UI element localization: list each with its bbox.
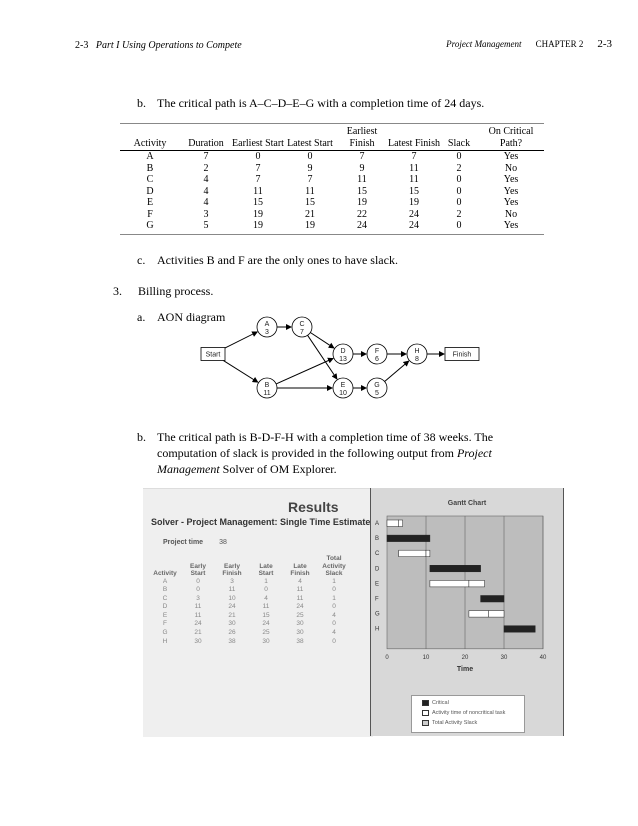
gantt-svg <box>371 488 563 693</box>
results-cell: 0 <box>196 577 200 585</box>
aon-diagram <box>190 305 510 405</box>
running-header-left <box>75 40 242 51</box>
precedence-arrow <box>310 332 333 347</box>
node-duration: 6 <box>375 356 379 363</box>
table-cell: 19 <box>253 208 263 220</box>
results-cell: 0 <box>332 637 336 645</box>
solver-title: Solver - Project Management: Single Time Estimate <box>151 517 371 527</box>
x-tick-label: 30 <box>500 654 508 661</box>
node-name: A <box>264 321 270 328</box>
node-name: B <box>264 382 270 389</box>
item-text-line1: The critical path is B-D-F-H with a completion time of 38 weeks. The <box>157 430 494 444</box>
project-time-label: Project time <box>163 539 204 546</box>
table-cell: G <box>120 220 180 234</box>
item-label: c. <box>137 253 146 267</box>
slack-bar <box>399 520 403 527</box>
y-tick-label: G <box>375 611 380 618</box>
results-column-header: Early Start <box>190 562 206 577</box>
table-cell: 0 <box>456 185 462 197</box>
table-cell: 24 <box>336 220 388 234</box>
table-row <box>120 186 544 198</box>
results-column-header: Activity <box>153 570 177 577</box>
node-name: Start <box>205 351 221 359</box>
table-cell: C <box>146 174 154 185</box>
results-cell: 0 <box>332 603 336 611</box>
item-text-line3: Solver of OM Explorer. <box>219 462 337 476</box>
table-cell: 7 <box>203 151 209 162</box>
results-cell: 26 <box>228 629 236 637</box>
results-cell: 11 <box>228 586 236 594</box>
legend-label-critical: Critical <box>432 700 449 706</box>
node-duration: 7 <box>300 329 304 336</box>
aon-node-b <box>257 378 277 398</box>
header-left-page: 2-3 <box>75 40 89 51</box>
table-cell: 22 <box>357 208 367 220</box>
y-tick-label: F <box>375 596 379 603</box>
table-cell: 7 <box>359 151 365 162</box>
table-cell: 19 <box>409 197 419 208</box>
table-cell: 7 <box>255 174 261 185</box>
table-cell: 2 <box>203 162 209 174</box>
legend-item-noncritical <box>422 710 505 716</box>
results-cell: 3 <box>230 577 234 585</box>
activity-bar <box>387 520 399 527</box>
results-body <box>149 578 351 647</box>
critical-bar <box>504 626 535 633</box>
results-cell: 38 <box>228 637 236 645</box>
node-duration: 13 <box>339 356 347 363</box>
results-cell: 0 <box>332 586 336 594</box>
results-cell: 1 <box>264 577 268 585</box>
results-column-header: Total Activity Slack <box>322 555 346 577</box>
item-b-billing <box>137 429 493 445</box>
table-cell: 11 <box>305 185 315 197</box>
results-row <box>149 595 351 604</box>
node-name: Finish <box>452 351 472 359</box>
column-header: Activity <box>120 124 180 151</box>
header-chapter: CHAPTER 2 <box>535 39 584 49</box>
results-cell: D <box>162 603 168 611</box>
table-body <box>120 151 544 235</box>
results-cell: 21 <box>194 629 202 637</box>
slack-bar <box>426 550 430 557</box>
table-cell: E <box>146 197 154 208</box>
table-cell: 7 <box>411 151 417 162</box>
results-column-header: Late Finish <box>290 562 310 577</box>
column-header: Slack <box>440 124 478 151</box>
results-column-header: Late Start <box>258 562 274 577</box>
results-cell: 4 <box>332 629 336 637</box>
results-cell: 15 <box>262 611 270 619</box>
table-cell: B <box>146 162 154 174</box>
table-row <box>120 174 544 186</box>
results-cell: 0 <box>196 586 200 594</box>
aon-node-finish <box>445 348 479 361</box>
results-cell: 30 <box>228 620 236 628</box>
table-cell: 0 <box>255 151 261 162</box>
aon-node-h <box>407 344 427 364</box>
table-cell: Yes <box>478 220 544 234</box>
problem-3-heading <box>113 283 213 299</box>
table-cell: 9 <box>359 162 365 174</box>
y-tick-label: H <box>375 626 380 633</box>
node-name: G <box>374 382 380 389</box>
legend-item-critical <box>422 700 449 706</box>
column-header: Earliest Start <box>232 124 284 151</box>
table-cell: 11 <box>409 162 419 174</box>
table-cell: 2 <box>456 208 462 220</box>
legend-label-slack: Total Activity Slack <box>432 720 478 726</box>
results-cell: H <box>162 637 168 645</box>
results-cell: C <box>162 594 168 602</box>
table-cell: 0 <box>456 197 462 208</box>
critical-bar <box>430 565 481 572</box>
results-cell: 4 <box>332 611 336 619</box>
results-header-row <box>149 555 351 578</box>
results-row <box>149 638 351 647</box>
table-cell: 3 <box>203 208 209 220</box>
table-row <box>120 220 544 234</box>
problem-number: 3. <box>113 284 122 298</box>
table-cell: 11 <box>357 174 367 185</box>
gantt-chart <box>370 488 564 736</box>
column-header: On Critical Path? <box>478 124 544 151</box>
table-cell: 19 <box>284 220 336 234</box>
item-b-billing-line3 <box>157 461 337 477</box>
y-tick-label: B <box>375 536 380 543</box>
y-tick-label: A <box>375 521 380 527</box>
results-cell: 10 <box>228 594 236 602</box>
slack-bar <box>488 611 504 618</box>
item-text: Activities B and F are the only ones to have slack. <box>157 253 398 267</box>
results-cell: E <box>162 611 168 619</box>
results-cell: 38 <box>296 637 304 645</box>
results-row <box>149 603 351 612</box>
critical-bar <box>387 535 430 542</box>
aon-node-c <box>292 317 312 337</box>
node-duration: 8 <box>415 356 419 363</box>
table-cell: F <box>147 208 153 220</box>
precedence-arrow <box>218 357 258 382</box>
table-cell: 21 <box>305 208 315 220</box>
gantt-title: Gantt Chart <box>447 500 487 507</box>
results-row <box>149 586 351 595</box>
item-text-line2: computation of slack is provided in the following output from <box>157 446 457 460</box>
node-duration: 5 <box>375 390 379 397</box>
results-cell: 0 <box>332 620 336 628</box>
results-cell: 4 <box>298 577 302 585</box>
results-row <box>149 578 351 587</box>
node-name: E <box>340 382 346 389</box>
table-cell: 19 <box>232 220 284 234</box>
table-cell: 15 <box>305 197 315 208</box>
node-name: F <box>374 348 380 355</box>
table-cell: Yes <box>503 151 519 162</box>
aon-node-g <box>367 378 387 398</box>
item-text: The critical path is A–C–D–E–G with a completion time of 24 days. <box>157 96 485 110</box>
results-cell: F <box>163 620 167 628</box>
y-tick-label: D <box>375 566 380 573</box>
table-cell: 0 <box>307 151 313 162</box>
table-cell: No <box>504 208 518 220</box>
precedence-arrow <box>276 358 333 383</box>
node-name: C <box>299 321 305 328</box>
x-axis-label: Time <box>456 665 474 673</box>
legend-swatch-critical <box>422 700 429 706</box>
project-time <box>163 539 227 546</box>
table-cell: 4 <box>203 185 209 197</box>
legend-swatch-noncritical <box>422 710 429 716</box>
legend-item-slack <box>422 720 477 726</box>
table-cell: 15 <box>357 185 367 197</box>
results-cell: 30 <box>296 620 304 628</box>
problem-title: Billing process. <box>138 284 214 298</box>
results-cell: 30 <box>262 637 270 645</box>
results-cell: 25 <box>296 611 304 619</box>
aon-node-e <box>333 378 353 398</box>
precedence-arrow <box>308 335 337 379</box>
results-cell: 25 <box>262 629 270 637</box>
x-tick-label: 40 <box>539 654 547 661</box>
table-row <box>120 209 544 221</box>
header-left-text: Part I Using Operations to Compete <box>95 40 242 51</box>
table-cell: 15 <box>253 197 263 208</box>
results-cell: 4 <box>264 594 268 602</box>
table-cell: 11 <box>409 174 419 185</box>
item-text-line2-italic: Project <box>456 446 492 460</box>
y-tick-label: E <box>375 581 380 588</box>
critical-path-table <box>120 123 544 235</box>
results-cell: 24 <box>262 620 270 628</box>
column-header: Latest Finish <box>388 124 440 151</box>
table-row <box>120 163 544 175</box>
item-text-line3-italic: Management <box>157 462 220 476</box>
header-right-text: Project Management <box>446 39 522 49</box>
table-cell: 0 <box>456 174 462 185</box>
results-cell: 1 <box>332 594 336 602</box>
item-label: b. <box>137 96 146 110</box>
results-cell: 11 <box>296 586 304 594</box>
table-cell: 4 <box>203 174 209 185</box>
column-header: Latest Start <box>284 124 336 151</box>
activity-bar <box>469 611 489 618</box>
results-row <box>149 629 351 638</box>
table-cell: 24 <box>409 208 419 220</box>
x-tick-label: 20 <box>461 654 469 661</box>
item-label: a. <box>137 310 146 324</box>
legend-label-noncritical: Activity time of noncritical task <box>432 710 506 716</box>
header-right-page: 2-3 <box>597 38 612 50</box>
table-cell: 9 <box>307 162 313 174</box>
table-cell: 7 <box>307 174 313 185</box>
activity-bar <box>430 580 469 587</box>
results-cell: 11 <box>296 594 304 602</box>
table-cell: 5 <box>180 220 232 234</box>
results-cell: 0 <box>264 586 268 594</box>
node-name: H <box>414 348 420 355</box>
node-duration: 3 <box>265 329 269 336</box>
running-header-right <box>446 38 612 50</box>
table-cell: 11 <box>253 185 263 197</box>
table-cell: 19 <box>357 197 367 208</box>
results-cell: B <box>162 586 168 594</box>
legend-swatch-slack <box>422 720 429 726</box>
aon-node-start <box>201 348 225 361</box>
table-cell: 7 <box>255 162 261 174</box>
table-cell: 2 <box>456 162 462 174</box>
aon-node-f <box>367 344 387 364</box>
results-cell: A <box>162 577 168 585</box>
results-cell: 11 <box>194 603 202 611</box>
node-duration: 11 <box>263 390 271 397</box>
table-cell: 15 <box>409 185 419 197</box>
project-time-value: 38 <box>219 539 227 546</box>
table-cell: Yes <box>503 174 519 185</box>
column-header: Earliest Finish <box>336 124 388 151</box>
gantt-legend <box>411 695 525 733</box>
node-duration: 10 <box>339 390 347 397</box>
results-cell: G <box>162 629 168 637</box>
table-header-row <box>120 124 544 151</box>
item-c-slack <box>137 252 398 268</box>
item-label: b. <box>137 430 146 444</box>
table-cell: Yes <box>503 197 519 208</box>
item-b-critical-path <box>137 95 484 111</box>
item-b-billing-line2 <box>157 445 492 461</box>
results-cell: 24 <box>228 603 236 611</box>
results-row <box>149 612 351 621</box>
results-cell: 11 <box>194 611 202 619</box>
results-table <box>149 555 351 646</box>
results-cell: 3 <box>196 594 200 602</box>
y-tick-label: C <box>375 551 380 558</box>
results-cell: 30 <box>296 629 304 637</box>
results-panel <box>143 488 373 737</box>
table-cell: A <box>146 151 154 162</box>
precedence-arrow <box>385 361 409 381</box>
results-cell: 24 <box>296 603 304 611</box>
table-cell: No <box>504 162 518 174</box>
node-name: D <box>340 348 346 355</box>
results-row <box>149 620 351 629</box>
column-header: Duration <box>180 124 232 151</box>
table-cell: 0 <box>456 151 462 162</box>
x-tick-label: 10 <box>422 654 430 661</box>
critical-bar <box>481 596 504 603</box>
aon-node-d <box>333 344 353 364</box>
activity-bar <box>399 550 426 557</box>
results-cell: 1 <box>332 577 336 585</box>
results-column-header: Early Finish <box>222 562 242 577</box>
results-cell: 21 <box>228 611 236 619</box>
item-text: AON diagram <box>157 310 226 324</box>
aon-node-a <box>257 317 277 337</box>
results-cell: 11 <box>262 603 270 611</box>
results-cell: 24 <box>194 620 202 628</box>
table-cell: 24 <box>388 220 440 234</box>
x-tick-label: 0 <box>385 654 389 661</box>
table-row <box>120 197 544 209</box>
results-cell: 30 <box>194 637 202 645</box>
slack-bar <box>469 580 485 587</box>
table-row <box>120 151 544 163</box>
table-cell: 4 <box>203 197 209 208</box>
table-cell: D <box>146 185 154 197</box>
table-cell: Yes <box>503 185 519 197</box>
results-title: Results <box>288 499 339 515</box>
table-cell: 0 <box>440 220 478 234</box>
